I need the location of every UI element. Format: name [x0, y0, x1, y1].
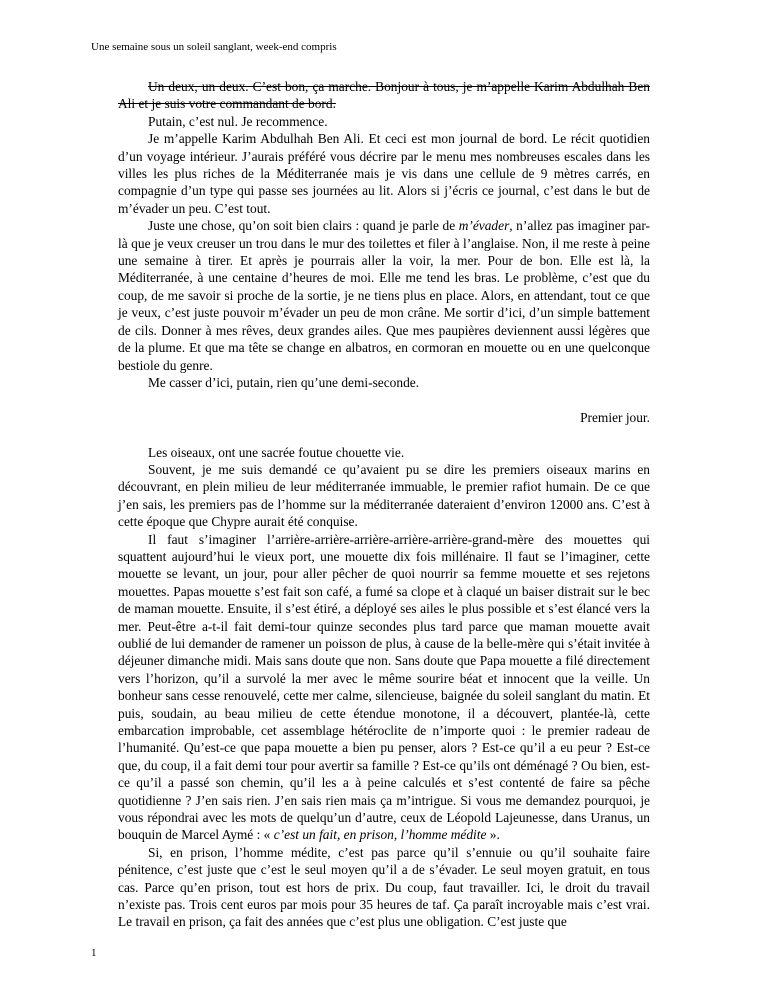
- text-run: ».: [486, 827, 500, 843]
- paragraph: Souvent, je me suis demandé ce qu’avaient pu se dire les premiers oiseaux marins en découvrant, en plein milieu de leur méditerranée immuable, le premier rafiot humain. De ce que j’en sais, les premiers pas de l’homme sur la méditerranée dateraient d’environ 12000 ans. C’est à cette époque que Chypre aurait été conquise.: [118, 461, 650, 530]
- italic-text: m’évader: [458, 218, 510, 234]
- paragraph: Putain, c’est nul. Je recommence.: [148, 113, 328, 129]
- running-header: Une semaine sous un soleil sanglant, week-end compris: [91, 41, 337, 53]
- document-body: [118, 78, 650, 931]
- section-heading: Premier jour.: [580, 409, 650, 425]
- text-run: Juste une chose, qu’on soit bien clairs : quand je parle de: [148, 218, 459, 234]
- paragraph: Si, en prison, l’homme médite, c’est pas parce qu’il s’ennuie ou qu’il souhaite faire pénitence, c’est juste que c’est le seul moyen qu’il a de s’évader. Le seul moyen gratuit, en tous cas. Parce qu’en prison, tout est hors de prix. Du coup, faut travailler. Ici, le droit du travail n’existe pas. Trois cent euros par mois pour 35 heures de taf. Ça paraît incroyable mais c’est vrai. Le travail en prison, ça fait des années que c’est plus une obligation. C’est juste que: [118, 844, 650, 930]
- paragraph: [118, 531, 650, 844]
- text-run: Il faut s’imaginer l’arrière-arrière-arrière-arrière-arrière-grand-mère des mouettes qui squattent aujourd’hui le vieux port, une mouette dix fois millénaire. Il faut se l’imaginer, cette mouette se levant, un jour, pour aller pêcher de quoi nourrir sa femme mouette et ses rejetons mouettes. Papas mouette s’est fait son café, a fumé sa clope et à claqué un baiser distrait sur le bec de maman mouette. Ensuite, il s’est étiré, a déployé ses ailes le plus possible et s’est élancé vers la mer. Peut-être a-t-il fait demi-tour quinze secondes plus tard parce que maman mouette avait oublié de lui demander de ramener un poisson de plus, à cause de la belle-mère qui s’était invitée à déjeuner dimanche midi. Mais sans doute que non. Sans doute que Papa mouette a filé directement vers l’horizon, qu’il a survolé la mer avec le même sourire béat et innocent que la veille. Un bonheur sans cesse renouvelé, cette mer calme, silencieuse, baignée du soleil sanglant du matin. Et puis, soudain, au beau milieu de cette étendue monotone, il a découvert, plantée-là, cette embarcation improbable, cet assemblage hétéroclite de n’importe quoi : le premier radeau de l’humanité. Qu’est-ce que papa mouette a bien pu penser, alors ? Est-ce qu’il a eu peur ? Est-ce que, du coup, il a fait demi tour pour avertir sa famille ? Est-ce qu’ils ont déménagé ? Ou bien, est-ce qu’il a passé son chemin, qu’il les a à peine calculés et s’est contenté de faire sa pêche quotidienne ? J’en sais rien. J’en sais rien mais ça m’intrigue. Si vous me demandez pourquoi, je vous répondrai avec les mots de quelqu’un d’autre, ceux de Léopold Lajeunesse, dans Uranus, un bouquin de Marcel Aymé : «: [118, 531, 650, 843]
- paragraph: [118, 217, 650, 374]
- paragraph: Me casser d’ici, putain, rien qu’une demi-seconde.: [148, 374, 420, 390]
- paragraph: Je m’appelle Karim Abdulhah Ben Ali. Et ceci est mon journal de bord. Le récit quotidien d’un voyage intérieur. J’aurais préféré vous décrire par le menu mes nombreuses escales dans les villes les plus riches de la Méditerranée mais je vis dans une cellule de 9 mètres carrés, en compagnie d’un type qui passe ses journées au lit. Alors si j’écris ce journal, c’est dans le but de m’évader un peu. C’est tout.: [118, 131, 650, 216]
- paragraph: Les oiseaux, ont une sacrée foutue chouette vie.: [148, 444, 405, 460]
- text-run: , n’allez pas imaginer par-là que je veux creuser un trou dans le mur des toilettes et filer à l’anglaise. Non, il me reste à peine une semaine à tirer. Et après je pourrais aller la voir, la mer. Pour de bon. Elle est là, la Méditerranée, à une centaine d’heures de moi. Elle me tend les bras. Le problème, c’est que du coup, de me savoir si proche de la sortie, je ne tiens plus en place. Alors, en attendant, tout ce que je veux, c’est juste pouvoir m’évader un peu de mon crâne. Me sortir d’ici, d’un simple battement de cils. Donner à mes rêves, deux grandes ailes. Que mes paupières deviennent aussi légères que de la plume. Et que ma tête se change en albatros, en cormoran en mouette ou en une quelconque bestiole du genre.: [118, 218, 650, 373]
- page-number: 1: [91, 947, 97, 959]
- struck-through-paragraph: Un deux, un deux. C’est bon, ça marche. Bonjour à tous, je m’appelle Karim Abdulhah Ben Ali et je suis votre commandant de bord.: [118, 79, 650, 112]
- italic-quote: c’est un fait, en prison, l’homme médite: [273, 827, 487, 843]
